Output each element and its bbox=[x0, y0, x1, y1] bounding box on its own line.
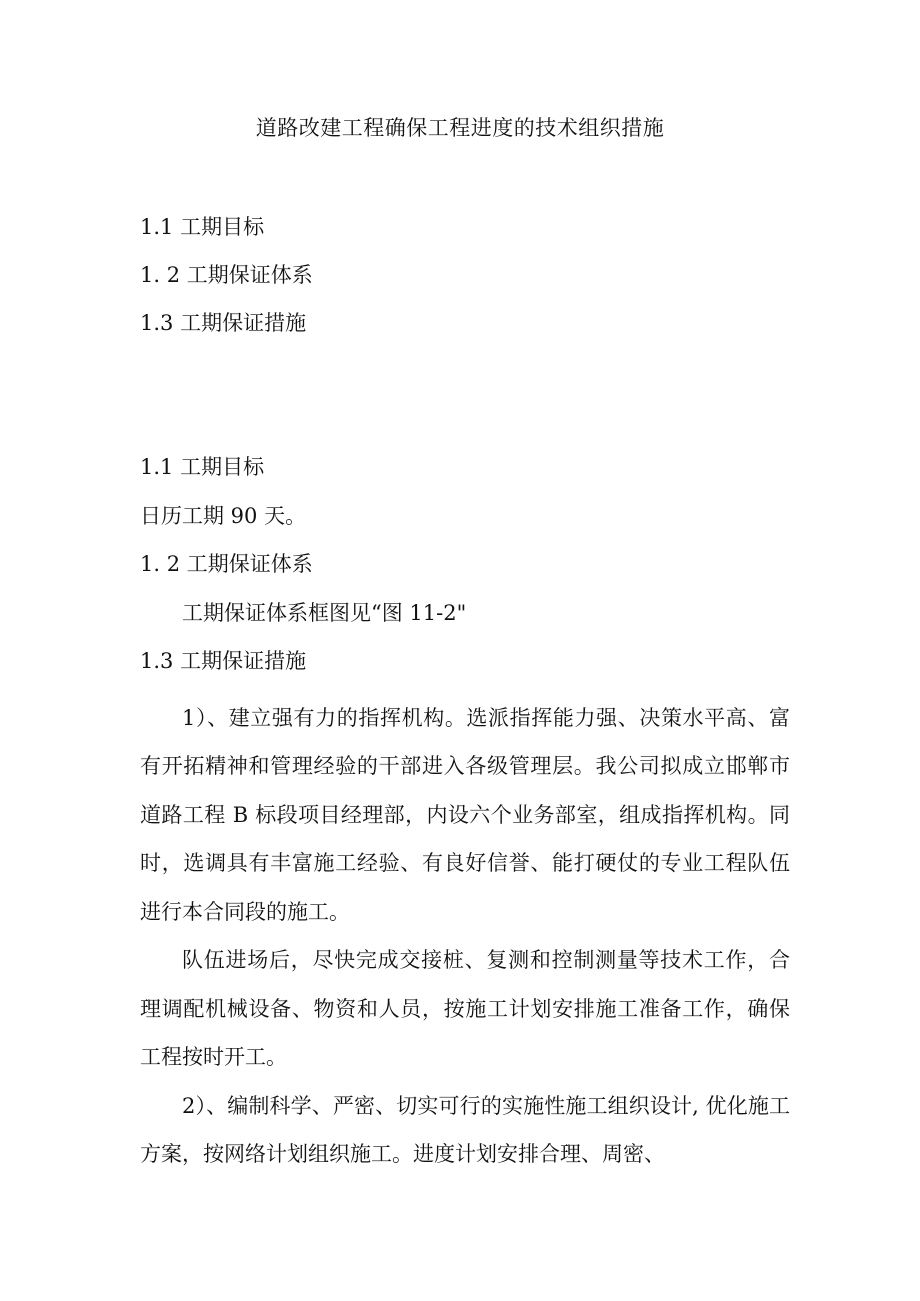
toc-item-1-2[interactable]: 1. 2 工期保证体系 bbox=[140, 263, 313, 287]
table-of-contents bbox=[140, 211, 313, 355]
paragraph-site-entry: 队伍进场后，尽快完成交接桩、复测和控制测量等技术工作，合理调配机械设备、物资和人员，按施工计划安排施工准备工作，确保工程按时开工。 bbox=[140, 948, 790, 1069]
document-body bbox=[140, 451, 790, 1179]
section-heading-1-1: 1.1 工期目标 bbox=[140, 455, 265, 479]
toc-item-1-3[interactable]: 1.3 工期保证措施 bbox=[140, 311, 307, 335]
section-heading-1-2: 1. 2 工期保证体系 bbox=[140, 552, 313, 576]
paragraph-command-structure: 1）、建立强有力的指挥机构。选派指挥能力强、决策水平高、富有开拓精神和管理经验的干部进入各级管理层。我公司拟成立邯郸市道路工程 B 标段项目经理部，内设六个业务部室，组成指挥机构。同时，选调具有丰富施工经验、有良好信誉、能打硬仗的专业工程队伍进行本合同段的施工。 bbox=[140, 705, 790, 924]
toc-item-1-1[interactable]: 1.1 工期目标 bbox=[140, 215, 265, 239]
schedule-target-text: 日历工期 90 天。 bbox=[140, 503, 307, 528]
paragraph-construction-plan: 2）、编制科学、严密、切实可行的实施性施工组织设计, 优化施工方案，按网络计划组织施工。进度计划安排合理、周密、 bbox=[140, 1093, 790, 1166]
section-heading-1-3: 1.3 工期保证措施 bbox=[140, 649, 307, 673]
guarantee-system-text: 工期保证体系框图见“图 11-2" bbox=[182, 600, 467, 625]
document-title: 道路改建工程确保工程进度的技术组织措施 bbox=[255, 116, 665, 140]
